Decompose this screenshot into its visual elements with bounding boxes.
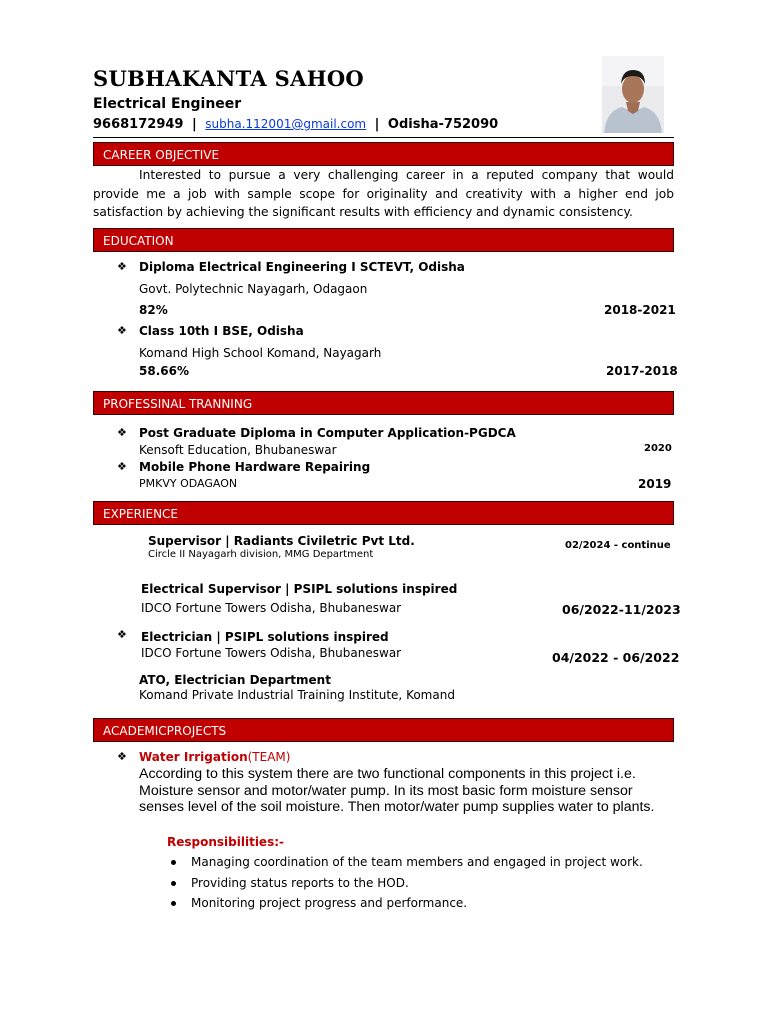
experience-period: 06/2022-11/2023 — [562, 602, 681, 617]
round-bullet-icon — [171, 881, 176, 886]
experience-period: 04/2022 - 06/2022 — [552, 650, 680, 665]
experience-period: 02/2024 - continue — [565, 540, 671, 551]
experience-role: Electrical Supervisor | PSIPL solutions inspired — [141, 582, 458, 596]
experience-role: Electrician | PSIPL solutions inspired — [141, 630, 389, 644]
diamond-bullet-icon: ❖ — [117, 460, 127, 473]
training-institute: Kensoft Education, Bhubaneswar — [139, 443, 337, 457]
project-name: Water Irrigation — [139, 750, 248, 764]
phone-number: 9668172949 — [93, 117, 184, 132]
location: Odisha-752090 — [387, 117, 499, 132]
experience-place: IDCO Fortune Towers Odisha, Bhubaneswar — [141, 646, 402, 660]
round-bullet-icon — [171, 860, 176, 865]
experience-place: IDCO Fortune Towers Odisha, Bhubaneswar — [141, 601, 402, 615]
diamond-bullet-icon: ❖ — [117, 750, 127, 763]
section-title: EXPERIENCE — [103, 507, 179, 521]
round-bullet-icon — [171, 901, 176, 906]
section-header-training — [93, 391, 674, 415]
job-title: Electrical Engineer — [93, 96, 242, 112]
project-description: According to this system there are two functional components in this project i.e. Moisture sensor and motor/water pump. In its most basic form moisture sensor senses level of the soil moisture. Then motor/water pump supplies water to plants. — [139, 766, 655, 815]
experience-role: Supervisor | Radiants Civiletric Pvt Ltd. — [148, 534, 415, 548]
education-years: 2018-2021 — [604, 303, 676, 317]
diamond-bullet-icon: ❖ — [117, 426, 127, 439]
education-score: 82% — [139, 303, 168, 317]
education-degree: Diploma Electrical Engineering I SCTEVT, Odisha — [139, 260, 465, 274]
project-tag: (TEAM) — [247, 750, 291, 764]
contact-line — [93, 117, 498, 132]
experience-place: Komand Private Industrial Training Institute, Komand — [139, 688, 455, 702]
section-title: ACADEMICPROJECTS — [103, 724, 227, 738]
separator: | — [192, 117, 197, 132]
candidate-name: SUBHAKANTA SAHOO — [93, 66, 365, 91]
header-divider — [93, 137, 674, 138]
training-year: 2019 — [638, 477, 672, 491]
experience-role: ATO, Electrician Department — [139, 673, 331, 687]
education-school: Govt. Polytechnic Nayagarh, Odagaon — [139, 282, 368, 296]
separator: | — [374, 117, 380, 132]
education-school: Komand High School Komand, Nayagarh — [139, 346, 382, 360]
education-score: 58.66% — [139, 364, 189, 378]
diamond-bullet-icon: ❖ — [117, 628, 127, 641]
responsibility-item: Monitoring project progress and performance. — [191, 896, 468, 910]
objective-text: Interested to pursue a very challenging career in a reputed company that would provide me a job with sample scope for originality and creativity with a higher end job satisfaction by achieving the significant results with efficiency and dynamic consistency. — [93, 168, 674, 219]
diamond-bullet-icon: ❖ — [117, 260, 127, 273]
training-institute: PMKVY ODAGAON — [139, 477, 238, 490]
section-title: PROFESSINAL TRANNING — [103, 397, 253, 411]
responsibilities-label: Responsibilities:- — [167, 835, 284, 849]
section-header-career-objective — [93, 142, 674, 166]
responsibility-item: Providing status reports to the HOD. — [191, 876, 409, 890]
email-link[interactable]: subha.112001@gmail.com — [205, 117, 367, 131]
education-degree: Class 10th I BSE, Odisha — [139, 324, 304, 338]
section-header-projects — [93, 718, 674, 742]
education-years: 2017-2018 — [606, 364, 678, 378]
section-title: CAREER OBJECTIVE — [103, 148, 220, 162]
responsibility-item: Managing coordination of the team members and engaged in project work. — [191, 855, 643, 869]
section-title: EDUCATION — [103, 234, 174, 248]
training-year: 2020 — [644, 443, 672, 454]
profile-photo — [602, 56, 664, 133]
training-course: Mobile Phone Hardware Repairing — [139, 460, 371, 474]
project-title — [139, 750, 290, 764]
training-course: Post Graduate Diploma in Computer Application-PGDCA — [139, 426, 516, 440]
diamond-bullet-icon: ❖ — [117, 324, 127, 337]
section-header-experience — [93, 501, 674, 525]
section-header-education — [93, 228, 674, 252]
experience-place: Circle II Nayagarh division, MMG Department — [148, 549, 374, 560]
